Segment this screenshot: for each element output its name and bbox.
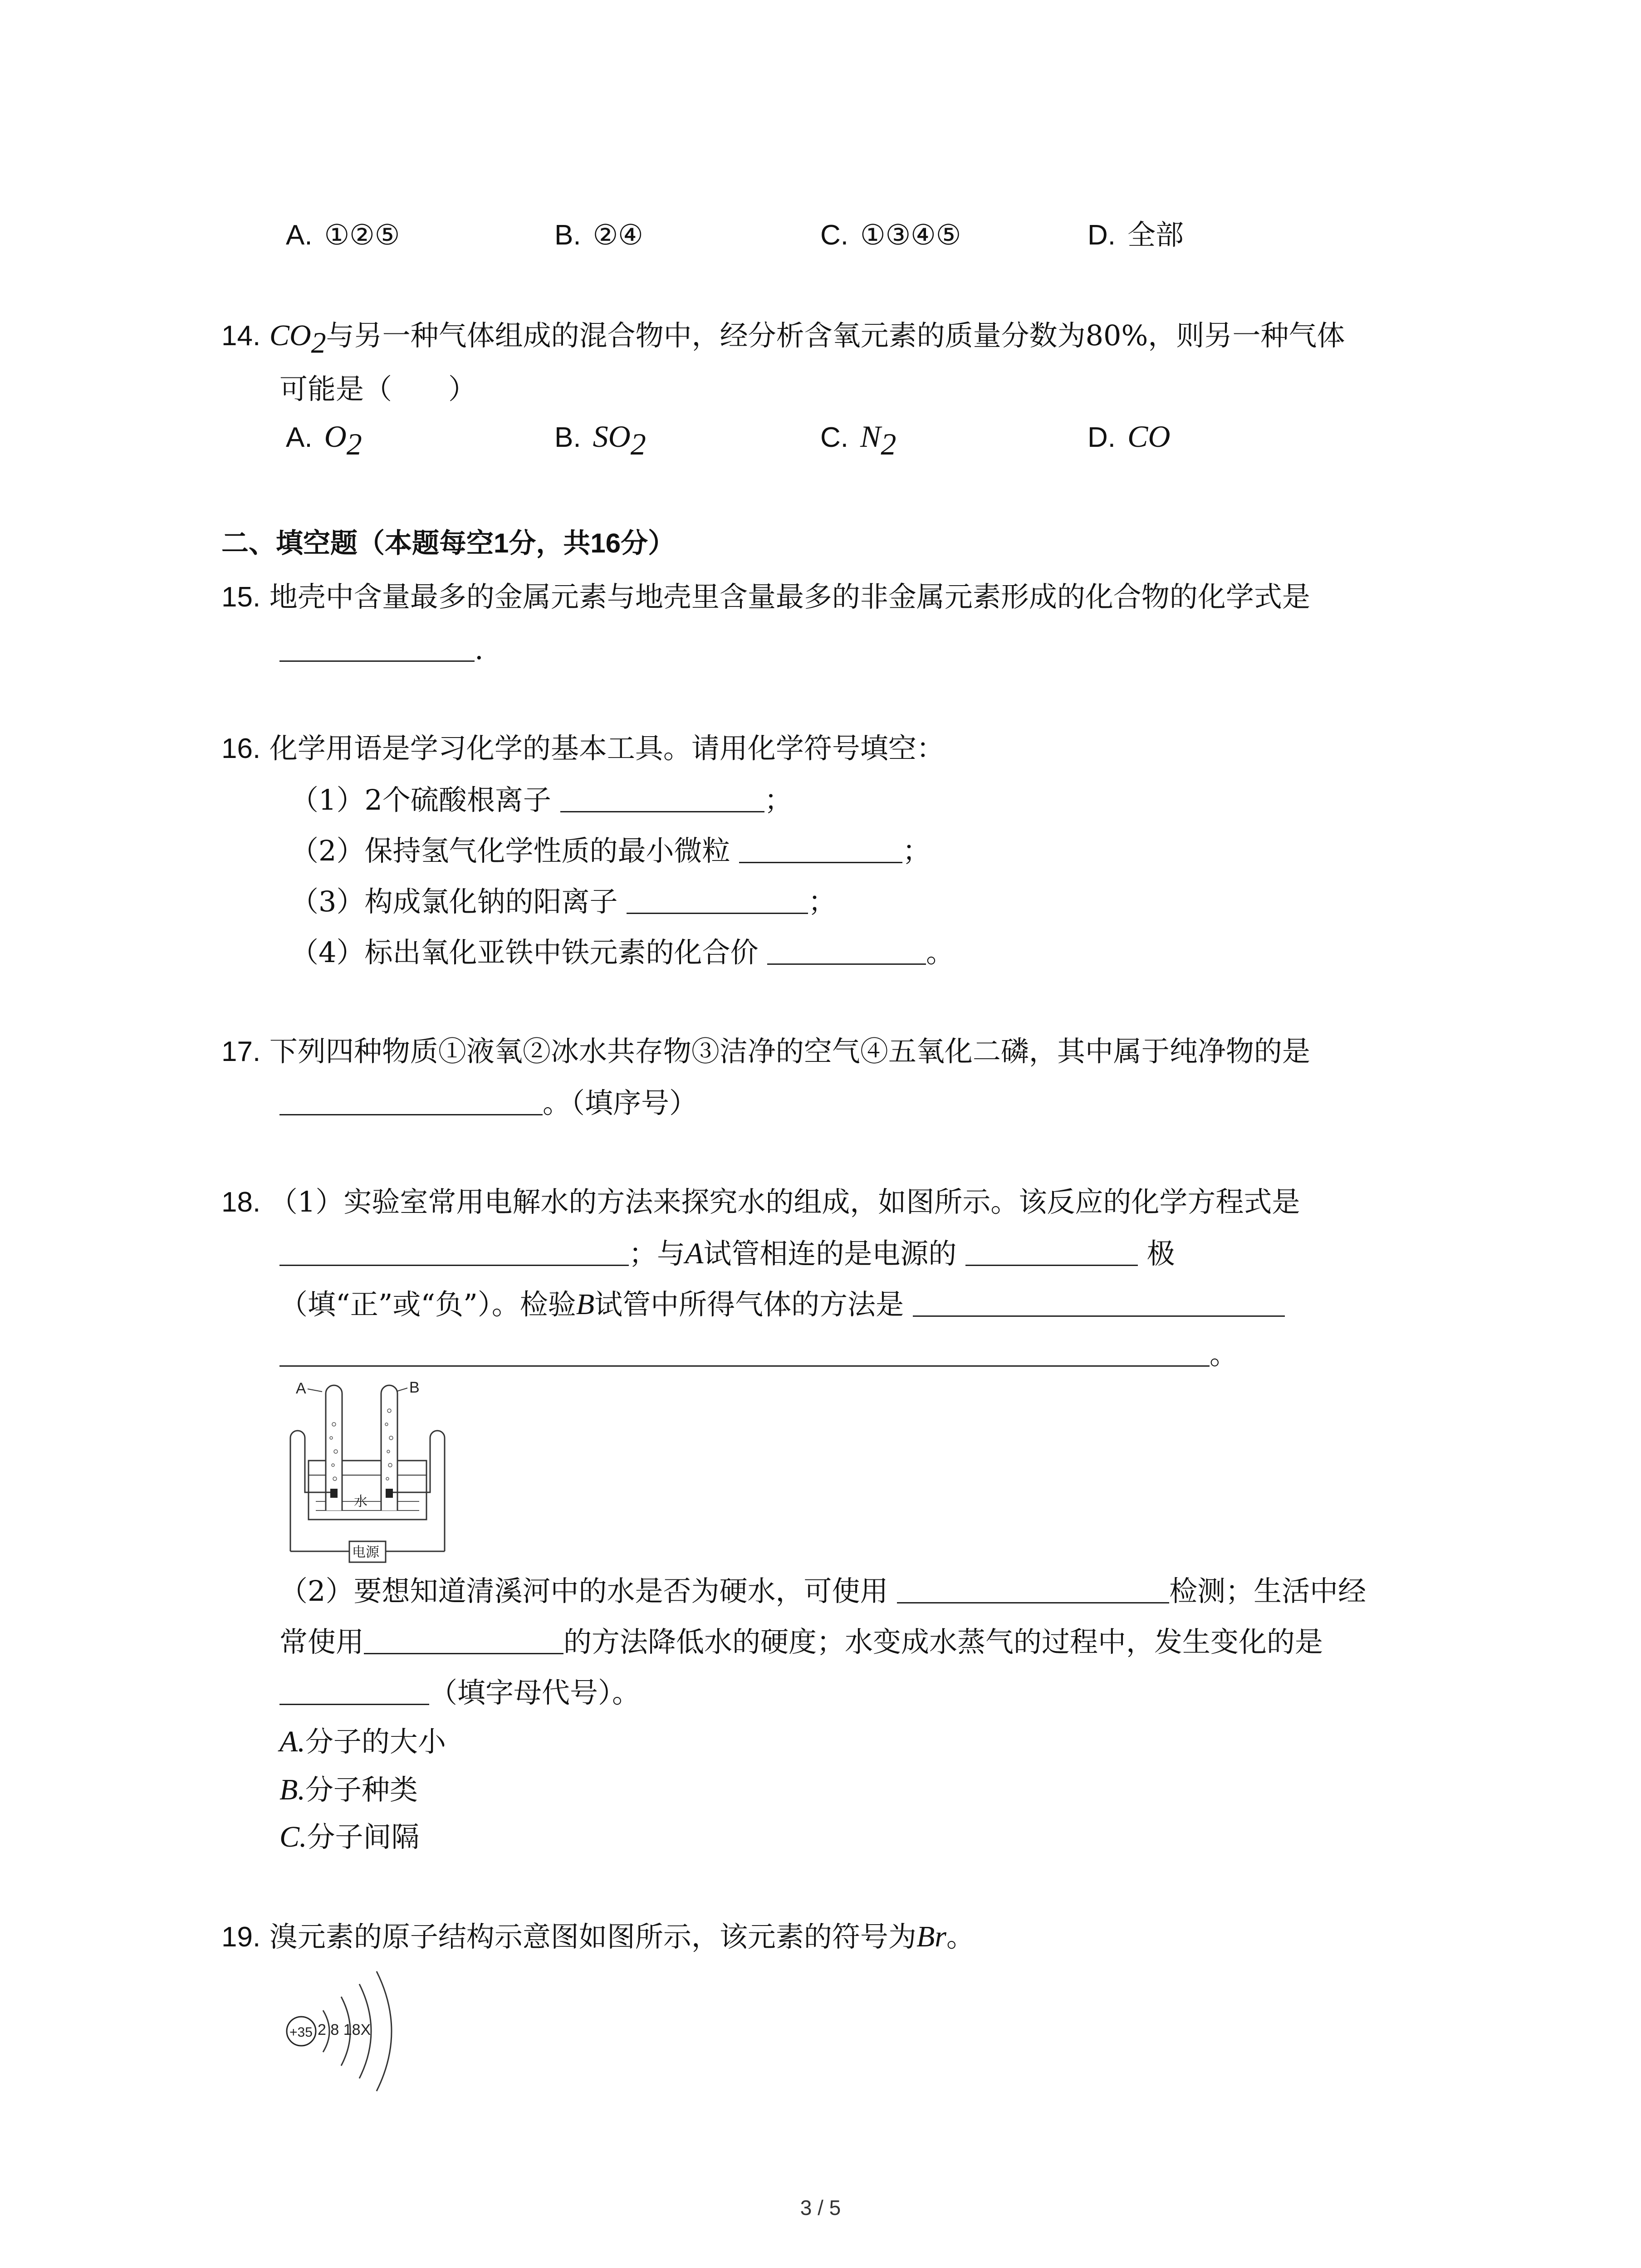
q18-stem: 18. （1）实验室常用电解水的方法来探究水的组成，如图所示。该反应的化学方程式是: [221, 1185, 1300, 1218]
q14-stem: 14. $CO_2$与另一种气体组成的混合物中，经分析含氧元素的质量分数为80%，则另一种气体: [221, 319, 1345, 360]
q14-option-c: C. $N_2$: [820, 419, 896, 461]
electron-shell-counts: 2 8 18X: [318, 2021, 371, 2038]
q15-answer-line: .: [279, 631, 484, 668]
q17-stem: 17. 下列四种物质①液氧②冰水共存物③洁净的空气④五氧化二磷，其中属于纯净物的是: [221, 1035, 1310, 1068]
electrolysis-apparatus-figure: [286, 1370, 458, 1569]
q15-stem: 15. 地壳中含量最多的金属元素与地壳里含量最多的非金属元素形成的化合物的化学式是: [221, 580, 1310, 613]
answer-blank[interactable]: [897, 1572, 1169, 1603]
q18-part2-line3: （填字母代号）。: [279, 1674, 640, 1711]
answer-blank[interactable]: [279, 1335, 1210, 1367]
tube-a-label: A: [296, 1380, 306, 1397]
q16-stem: 16. 化学用语是学习化学的基本工具。请用化学符号填空：: [221, 732, 945, 765]
q13-option-d: D. 全部: [1087, 218, 1184, 251]
power-supply-label: 电源: [352, 1545, 379, 1560]
q18-line4: 。: [279, 1335, 1238, 1373]
answer-blank[interactable]: [739, 832, 902, 863]
q16-item-3: （3）构成氯化钠的阳离子 ；: [290, 883, 836, 920]
q18-choice-c: C.分子间隔: [279, 1820, 420, 1853]
q14-option-b: B. $SO_2$: [554, 419, 646, 461]
question-number: 14.: [221, 320, 261, 352]
q17-answer-line: 。（填序号）: [279, 1084, 697, 1121]
question-number: 16.: [221, 733, 261, 764]
q16-item-4: （4）标出氧化亚铁中铁元素的化合价 。: [290, 934, 954, 971]
bromine-atom-structure-diagram: [281, 1969, 408, 2096]
water-label: 水: [354, 1494, 367, 1509]
q14-option-a: A. $O_2$: [286, 419, 362, 461]
page-number: 3 / 5: [800, 2196, 841, 2219]
answer-blank[interactable]: [627, 883, 808, 914]
question-number: 15.: [221, 582, 261, 613]
q18-choice-b: B.分子种类: [279, 1773, 418, 1806]
answer-blank[interactable]: [279, 1235, 629, 1266]
q14-stem-line2: 可能是（ ）: [279, 372, 477, 406]
q13-option-c: C. ①③④⑤: [820, 218, 961, 251]
nucleus-charge: +35: [289, 2025, 313, 2040]
answer-blank[interactable]: [279, 1674, 429, 1705]
answer-blank[interactable]: [364, 1623, 563, 1654]
answer-blank[interactable]: [913, 1286, 1285, 1317]
q18-line3: （填“正”或“负”）。检验B试管中所得气体的方法是: [279, 1286, 1285, 1323]
answer-blank[interactable]: [767, 934, 926, 965]
q13-option-b: B. ②④: [554, 218, 643, 251]
q18-choice-a: A.分子的大小: [279, 1725, 446, 1758]
q18-line2: ；与A试管相连的是电源的 极: [279, 1235, 1175, 1272]
answer-blank[interactable]: [279, 631, 475, 662]
answer-blank[interactable]: [965, 1235, 1138, 1266]
q19-stem: 19. 溴元素的原子结构示意图如图所示，该元素的符号为Br。: [221, 1920, 975, 1953]
q18-part2-line1: （2）要想知道清溪河中的水是否为硬水，可使用 检测；生活中经: [279, 1572, 1366, 1609]
q13-option-a: A. ①②⑤: [286, 218, 400, 251]
question-number: 17.: [221, 1036, 261, 1067]
section-heading: 二、填空题（本题每空1分，共16分）: [221, 528, 676, 558]
question-number: 18.: [221, 1187, 261, 1218]
q16-item-2: （2）保持氢气化学性质的最小微粒 ；: [290, 832, 931, 869]
q18-part2-line2: 常使用 的方法降低水的硬度；水变成水蒸气的过程中，发生变化的是: [279, 1623, 1323, 1660]
q16-item-1: （1）2个硫酸根离子 ；: [290, 781, 793, 818]
answer-blank[interactable]: [279, 1084, 543, 1115]
q14-option-d: D. CO: [1087, 419, 1171, 454]
tube-b-label: B: [409, 1379, 420, 1396]
question-number: 19.: [221, 1921, 261, 1953]
answer-blank[interactable]: [560, 781, 764, 812]
